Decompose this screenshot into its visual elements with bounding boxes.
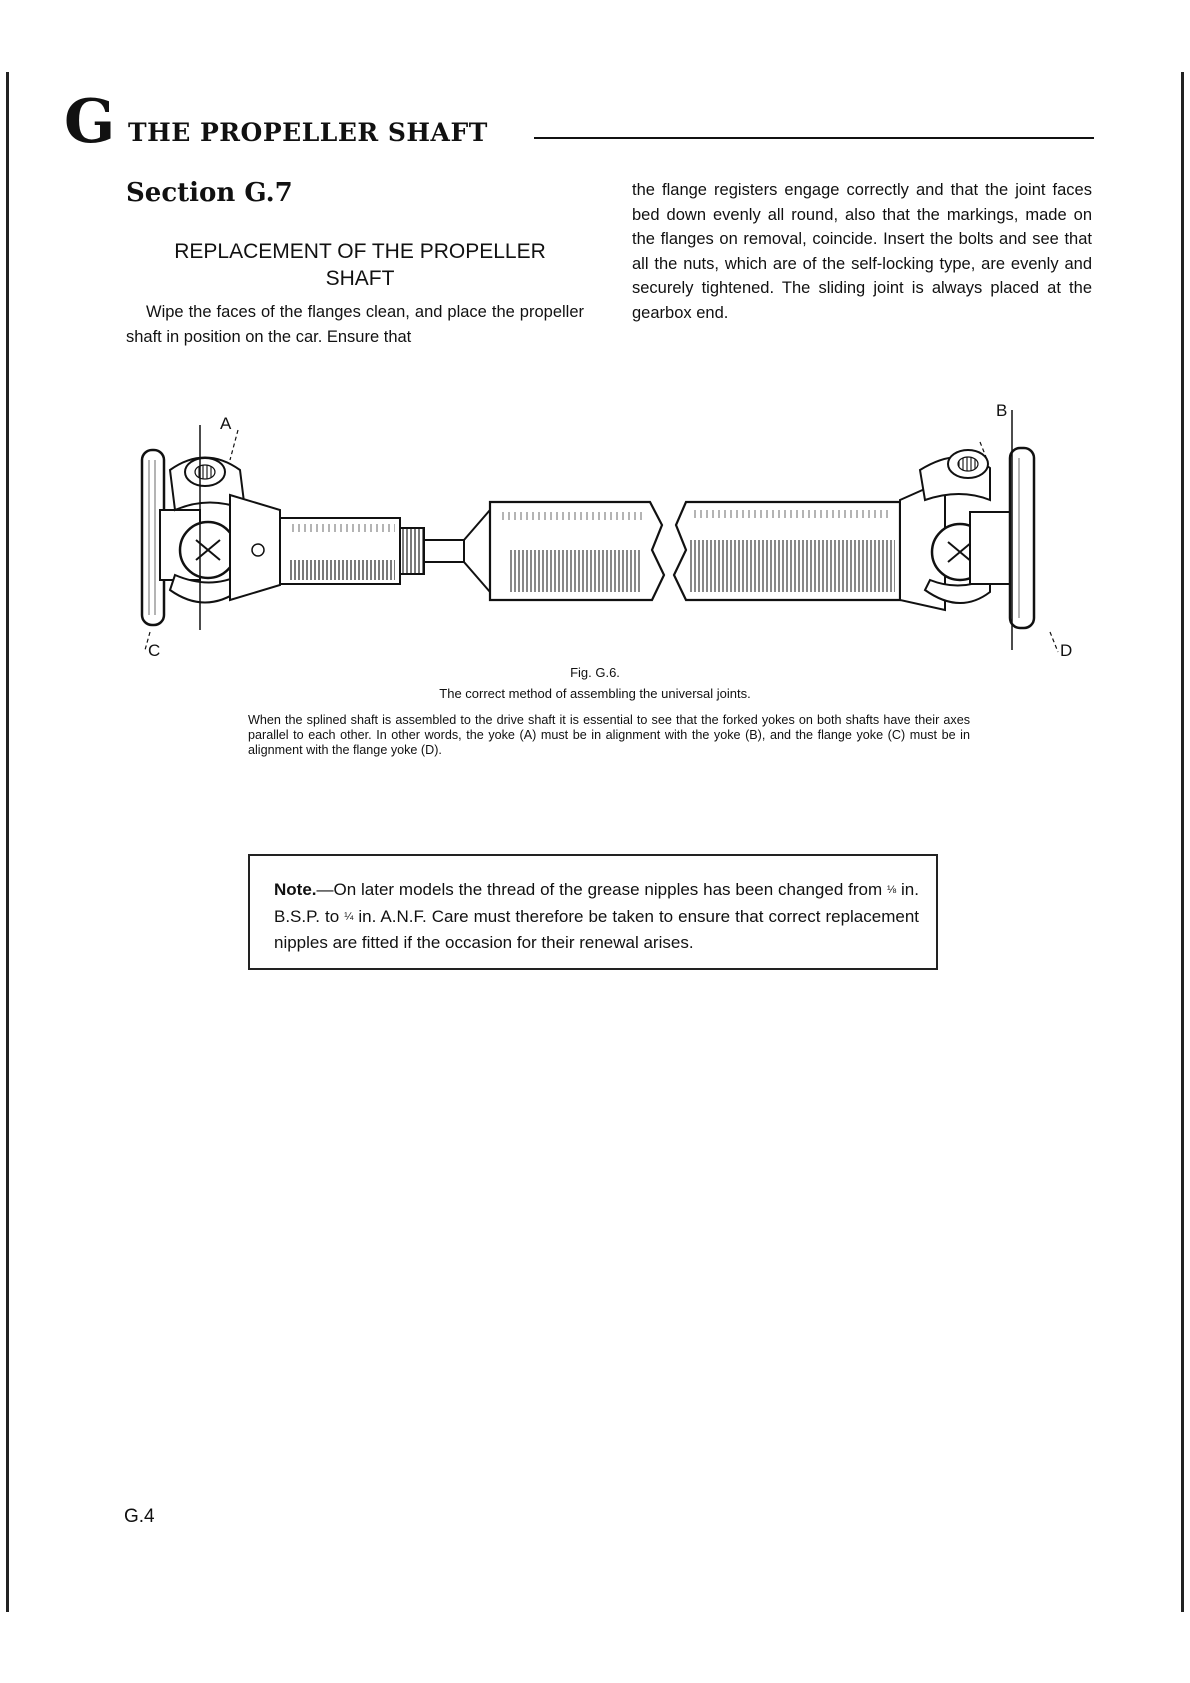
label-a: A [220,414,232,433]
note-box [248,854,938,970]
section-subheading: REPLACEMENT OF THE PROPELLER SHAFT [174,240,546,290]
note-lead: Note. [274,880,317,899]
drive-shaft-tube-right [674,502,900,600]
note-text-part-1: —On later models the thread of the grease nipples has been changed from [316,880,883,899]
chapter-letter: G [64,87,116,157]
figure-caption: When the splined shaft is assembled to the drive shaft it is essential to see that the forked yokes on both shafts have their axes parallel to each other. In other words, the yoke (A) must be in alignment with the yoke (B), and the flange yoke (C) must be in alignment with the flange yoke (D). [248,713,970,757]
section-heading: Section G.7 [126,178,293,208]
title-rule [534,137,1094,139]
chapter-title: THE PROPELLER SHAFT [128,118,488,147]
propeller-shaft-illustration [130,400,1090,670]
note-fraction-2: ¼ [344,910,354,923]
body-paragraph-right: the flange registers engage correctly and that the joint faces bed down evenly all round, also that the markings, made on the flanges on removal, coincide. Insert the bolts and see that all the nuts, which are of the self-locking type, are evenly and securely tightened. The sliding joint is always placed at the gearbox end. [632,181,1092,322]
page-edge-left [6,72,9,1612]
page-edge-right [1181,72,1184,1612]
right-universal-joint [900,450,1012,610]
note-fraction-1: ⅛ [886,884,897,896]
note-text-part-3: in. A.N.F. Care must therefore be taken to ensure that correct replacement nipples are fitted if the occasion for their renewal arises. [274,906,919,952]
note-text [274,878,919,956]
label-d: D [1060,641,1073,660]
body-paragraph-left: Wipe the faces of the flanges clean, and place the propeller shaft in position on the car. Ensure that [126,303,584,346]
label-b: B [996,401,1008,420]
splined-shaft [280,510,490,592]
drive-shaft-tube-left [490,502,664,600]
figure-title: The correct method of assembling the universal joints. [439,686,751,701]
label-c: C [148,641,161,660]
right-flange [1010,448,1034,628]
note-text-part-2: in. B.S.P. to [274,880,919,926]
page-number: G.4 [124,1506,155,1527]
figure-number: Fig. G.6. [570,665,620,680]
